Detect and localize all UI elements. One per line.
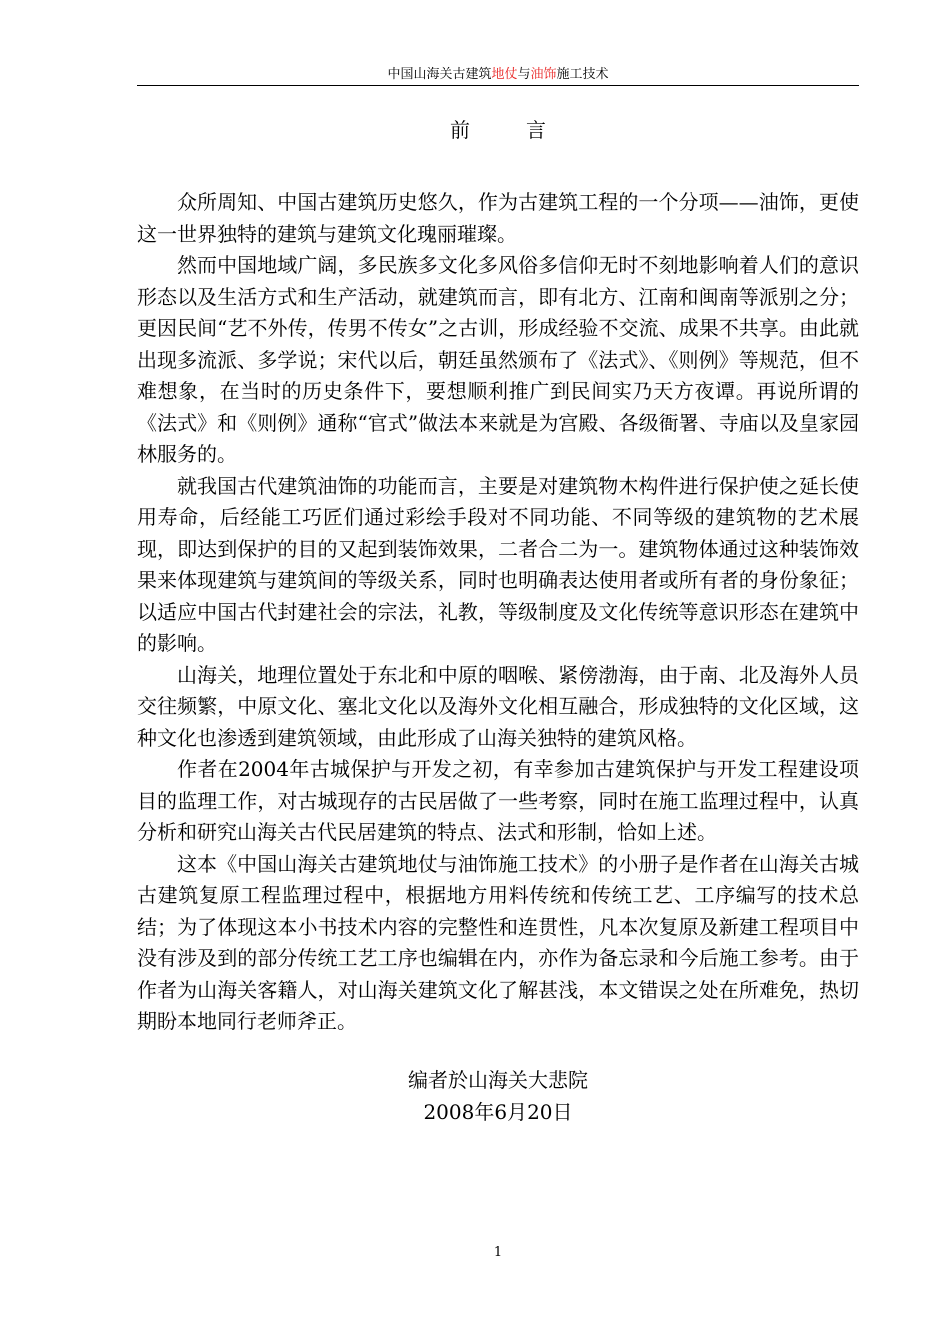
preface-body: [137, 187, 859, 1038]
page-number: 1: [493, 1245, 503, 1260]
title-char-2: 言: [526, 118, 546, 142]
header-prefix: 中国山海关古建筑: [387, 67, 492, 82]
signature-date: 2008年6月20日: [423, 1100, 573, 1124]
header-suffix: 施工技术: [556, 67, 609, 82]
header-middle: 与: [517, 67, 531, 82]
signature-author: 编者於山海关大悲院: [408, 1068, 588, 1092]
paragraph-3: 就我国古代建筑油饰的功能而言，主要是对建筑物木构件进行保护使之延长使用寿命，后经能工巧匠们通过彩绘手段对不同功能、不同等级的建筑物的艺术展现，即达到保护的目的又起到装饰效果，二者合二为一。建筑物体通过这种装饰效果来体现建筑与建筑间的等级关系，同时也明确表达使用者或所有者的身份象征；以适应中国古代封建社会的宗法，礼教，等级制度及文化传统等意识形态在建筑中的影响。: [137, 473, 859, 655]
header-highlight-ground: 地仗: [491, 67, 518, 82]
running-header: [137, 66, 859, 83]
title-char-1: 前: [450, 118, 470, 142]
paragraph-5: 作者在2004年古城保护与开发之初，有幸参加古建筑保护与开发工程建设项目的监理工作，对古城现存的古民居做了一些考察，同时在施工监理过程中，认真分析和研究山海关古代民居建筑的特点、法式和形制，恰如上述。: [137, 757, 859, 844]
paragraph-4: 山海关，地理位置处于东北和中原的咽喉、紧傍渤海，由于南、北及海外人员交往频繁，中原文化、塞北文化以及海外文化相互融合，形成独特的文化区域，这种文化也渗透到建筑领域，由此形成了山海关独特的建筑风格。: [137, 662, 859, 750]
paragraph-2: 然而中国地域广阔，多民族多文化多风俗多信仰无时不刻地影响着人们的意识形态以及生活方式和生产活动，就建筑而言，即有北方、江南和闽南等派别之分；更因民间“艺不外传，传男不传女”之古训，形成经验不交流、成果不共享。由此就出现多流派、多学说；宋代以后，朝廷虽然颁布了《法式》、《则例》等规范，但不难想象，在当时的历史条件下，要想顺利推广到民间实乃天方夜谭。再说所谓的《法式》和《则例》通称“官式”做法本来就是为宫殿、各级衙署、寺庙以及皇家园林服务的。: [137, 253, 859, 466]
paragraph-1: 众所周知、中国古建筑历史悠久，作为古建筑工程的一个分项——油饰，更使这一世界独特的建筑与建筑文化瑰丽璀璨。: [137, 190, 859, 246]
header-rule: [137, 85, 859, 86]
signature-block: [137, 1064, 859, 1128]
paragraph-6: 这本《中国山海关古建筑地仗与油饰施工技术》的小册子是作者在山海关古城古建筑复原工程监理过程中，根据地方用料传统和传统工艺、工序编写的技术总结；为了体现这本小书技术内容的完整性和连贯性，凡本次复原及新建工程项目中没有涉及到的部分传统工艺工序也编辑在内，亦作为备忘录和今后施工参考。由于作者为山海关客籍人，对山海关建筑文化了解甚浅，本文错误之处在所难免，热切期盼本地同行老师斧正。: [137, 851, 859, 1033]
header-highlight-paint: 油饰: [530, 67, 557, 82]
page-title: [137, 116, 859, 144]
